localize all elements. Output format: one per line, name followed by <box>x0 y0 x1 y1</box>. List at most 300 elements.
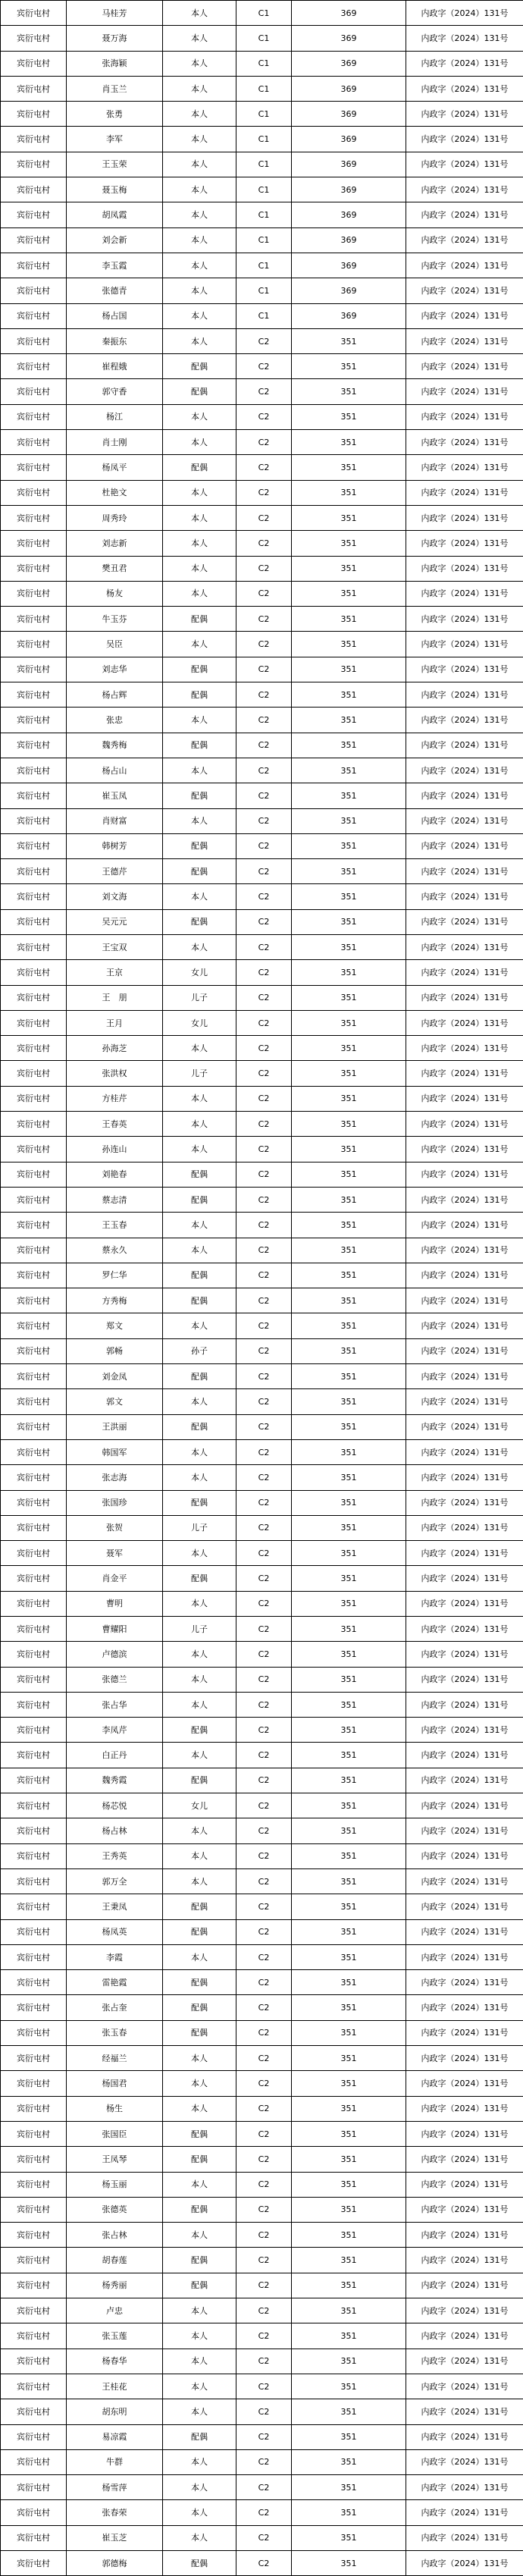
village-cell: 宾衍屯村 <box>1 2374 67 2399</box>
document-number-cell: 内政字（2024）131号 <box>406 2399 523 2424</box>
name-cell: 肖金平 <box>67 1566 163 1591</box>
document-number-cell: 内政字（2024）131号 <box>406 1743 523 1768</box>
amount-cell: 351 <box>292 480 406 505</box>
class-cell: C2 <box>236 531 292 556</box>
document-number-cell: 内政字（2024）131号 <box>406 1919 523 1944</box>
class-cell: C2 <box>236 1389 292 1414</box>
document-number-cell: 内政字（2024）131号 <box>406 76 523 101</box>
name-cell: 卢忠 <box>67 2298 163 2323</box>
class-cell: C1 <box>236 227 292 253</box>
relation-cell: 配偶 <box>163 833 236 858</box>
amount-cell: 351 <box>292 2121 406 2146</box>
amount-cell: 351 <box>292 556 406 581</box>
table-row <box>1 328 523 353</box>
name-cell: 李军 <box>67 127 163 152</box>
table-row <box>1 2273 523 2298</box>
table-row <box>1 455 523 480</box>
amount-cell: 351 <box>292 2248 406 2273</box>
document-number-cell: 内政字（2024）131号 <box>406 354 523 379</box>
document-number-cell: 内政字（2024）131号 <box>406 2323 523 2349</box>
class-cell: C2 <box>236 1970 292 1995</box>
relation-cell: 女儿 <box>163 1793 236 1818</box>
name-cell: 张德兰 <box>67 1667 163 1692</box>
relation-cell: 配偶 <box>163 2273 236 2298</box>
table-row <box>1 556 523 581</box>
class-cell: C2 <box>236 833 292 858</box>
relation-cell: 本人 <box>163 227 236 253</box>
name-cell: 肖财富 <box>67 808 163 833</box>
relation-cell: 本人 <box>163 2223 236 2248</box>
village-cell: 宾衍屯村 <box>1 1162 67 1187</box>
name-cell: 孙海芝 <box>67 1036 163 1061</box>
table-row <box>1 1313 523 1338</box>
document-number-cell: 内政字（2024）131号 <box>406 2449 523 2474</box>
class-cell: C2 <box>236 354 292 379</box>
document-number-cell: 内政字（2024）131号 <box>406 1061 523 1086</box>
class-cell: C2 <box>236 1515 292 1540</box>
table-row <box>1 1894 523 1919</box>
relation-cell: 本人 <box>163 2046 236 2071</box>
name-cell: 白正丹 <box>67 1743 163 1768</box>
table-row <box>1 2223 523 2248</box>
name-cell: 郑文 <box>67 1313 163 1338</box>
class-cell: C2 <box>236 783 292 808</box>
amount-cell: 351 <box>292 2071 406 2096</box>
amount-cell: 351 <box>292 859 406 884</box>
class-cell: C2 <box>236 985 292 1010</box>
table-row <box>1 480 523 505</box>
amount-cell: 351 <box>292 2096 406 2121</box>
class-cell: C2 <box>236 2424 292 2449</box>
document-number-cell: 内政字（2024）131号 <box>406 1439 523 1464</box>
name-cell: 张玉春 <box>67 2020 163 2045</box>
table-row <box>1 227 523 253</box>
class-cell: C2 <box>236 1667 292 1692</box>
relation-cell: 本人 <box>163 2500 236 2525</box>
village-cell: 宾衍屯村 <box>1 556 67 581</box>
relation-cell: 本人 <box>163 505 236 530</box>
relation-cell: 本人 <box>163 808 236 833</box>
table-row <box>1 354 523 379</box>
amount-cell: 351 <box>292 1010 406 1035</box>
amount-cell: 351 <box>292 1389 406 1414</box>
table-row <box>1 1995 523 2020</box>
relation-cell: 配偶 <box>163 1894 236 1919</box>
document-number-cell: 内政字（2024）131号 <box>406 455 523 480</box>
village-cell: 宾衍屯村 <box>1 531 67 556</box>
document-number-cell: 内政字（2024）131号 <box>406 2172 523 2197</box>
name-cell: 王 朋 <box>67 985 163 1010</box>
name-cell: 秦振东 <box>67 328 163 353</box>
document-number-cell: 内政字（2024）131号 <box>406 1541 523 1566</box>
name-cell: 魏秀霞 <box>67 1768 163 1793</box>
name-cell: 牛玉芬 <box>67 607 163 632</box>
amount-cell: 369 <box>292 102 406 127</box>
document-number-cell: 内政字（2024）131号 <box>406 1414 523 1439</box>
document-number-cell: 内政字（2024）131号 <box>406 51 523 76</box>
village-cell: 宾衍屯村 <box>1 581 67 606</box>
class-cell: C1 <box>236 278 292 303</box>
relation-cell: 配偶 <box>163 1364 236 1389</box>
document-number-cell: 内政字（2024）131号 <box>406 2500 523 2525</box>
class-cell: C2 <box>236 2071 292 2096</box>
document-number-cell: 内政字（2024）131号 <box>406 909 523 934</box>
relation-cell: 本人 <box>163 2323 236 2349</box>
name-cell: 杨江 <box>67 404 163 429</box>
class-cell: C2 <box>236 1137 292 1162</box>
document-number-cell: 内政字（2024）131号 <box>406 733 523 758</box>
document-number-cell: 内政字（2024）131号 <box>406 1692 523 1717</box>
name-cell: 郭万全 <box>67 1868 163 1894</box>
table-row <box>1 859 523 884</box>
amount-cell: 351 <box>292 1617 406 1642</box>
class-cell: C2 <box>236 758 292 783</box>
village-cell: 宾衍屯村 <box>1 1541 67 1566</box>
class-cell: C1 <box>236 202 292 227</box>
class-cell: C2 <box>236 1414 292 1439</box>
document-number-cell: 内政字（2024）131号 <box>406 2525 523 2550</box>
table-row <box>1 127 523 152</box>
amount-cell: 351 <box>292 1439 406 1464</box>
village-cell: 宾衍屯村 <box>1 2475 67 2500</box>
name-cell: 王秀英 <box>67 1843 163 1868</box>
village-cell: 宾衍屯村 <box>1 1439 67 1464</box>
relation-cell: 本人 <box>163 2475 236 2500</box>
relation-cell: 配偶 <box>163 783 236 808</box>
name-cell: 杨玉丽 <box>67 2172 163 2197</box>
village-cell: 宾衍屯村 <box>1 76 67 101</box>
village-cell: 宾衍屯村 <box>1 909 67 934</box>
relation-cell: 配偶 <box>163 2248 236 2273</box>
class-cell: C2 <box>236 1894 292 1919</box>
village-cell: 宾衍屯村 <box>1 1944 67 1969</box>
table-row <box>1 1541 523 1566</box>
table-row <box>1 404 523 429</box>
relation-cell: 本人 <box>163 404 236 429</box>
class-cell: C2 <box>236 2500 292 2525</box>
class-cell: C2 <box>236 808 292 833</box>
document-number-cell: 内政字（2024）131号 <box>406 1288 523 1313</box>
document-number-cell: 内政字（2024）131号 <box>406 2475 523 2500</box>
village-cell: 宾衍屯村 <box>1 1768 67 1793</box>
document-number-cell: 内政字（2024）131号 <box>406 2096 523 2121</box>
amount-cell: 351 <box>292 909 406 934</box>
village-cell: 宾衍屯村 <box>1 1793 67 1818</box>
name-cell: 王凤琴 <box>67 2147 163 2172</box>
class-cell: C2 <box>236 1086 292 1111</box>
table-row <box>1 76 523 101</box>
relation-cell: 配偶 <box>163 2147 236 2172</box>
name-cell: 刘艳春 <box>67 1162 163 1187</box>
document-number-cell: 内政字（2024）131号 <box>406 1995 523 2020</box>
relation-cell: 儿子 <box>163 1515 236 1540</box>
document-number-cell: 内政字（2024）131号 <box>406 505 523 530</box>
document-number-cell: 内政字（2024）131号 <box>406 2121 523 2146</box>
table-row <box>1 657 523 682</box>
relation-cell: 本人 <box>163 1465 236 1490</box>
amount-cell: 351 <box>292 1793 406 1818</box>
relation-cell: 儿子 <box>163 1061 236 1086</box>
amount-cell: 369 <box>292 202 406 227</box>
name-cell: 张洪权 <box>67 1061 163 1086</box>
table-row <box>1 2197 523 2222</box>
amount-cell: 351 <box>292 1768 406 1793</box>
amount-cell: 351 <box>292 1591 406 1616</box>
class-cell: C2 <box>236 1036 292 1061</box>
village-cell: 宾衍屯村 <box>1 1919 67 1944</box>
amount-cell: 351 <box>292 758 406 783</box>
document-number-cell: 内政字（2024）131号 <box>406 1944 523 1969</box>
name-cell: 曹耀阳 <box>67 1617 163 1642</box>
class-cell: C2 <box>236 859 292 884</box>
name-cell: 张玉莲 <box>67 2323 163 2349</box>
relation-cell: 配偶 <box>163 2020 236 2045</box>
village-cell: 宾衍屯村 <box>1 733 67 758</box>
relation-cell: 本人 <box>163 1541 236 1566</box>
name-cell: 杜艳文 <box>67 480 163 505</box>
document-number-cell: 内政字（2024）131号 <box>406 1213 523 1238</box>
table-row <box>1 1490 523 1515</box>
name-cell: 魏秀梅 <box>67 733 163 758</box>
village-cell: 宾衍屯村 <box>1 227 67 253</box>
class-cell: C2 <box>236 1718 292 1743</box>
village-cell: 宾衍屯村 <box>1 2248 67 2273</box>
village-cell: 宾衍屯村 <box>1 1288 67 1313</box>
village-cell: 宾衍屯村 <box>1 354 67 379</box>
table-row <box>1 758 523 783</box>
class-cell: C1 <box>236 253 292 278</box>
document-number-cell: 内政字（2024）131号 <box>406 202 523 227</box>
village-cell: 宾衍屯村 <box>1 1112 67 1137</box>
table-row <box>1 1086 523 1111</box>
class-cell: C2 <box>236 708 292 733</box>
relation-cell: 本人 <box>163 632 236 657</box>
class-cell: C2 <box>236 1238 292 1263</box>
class-cell: C2 <box>236 2374 292 2399</box>
table-row <box>1 1919 523 1944</box>
name-cell: 王德芹 <box>67 859 163 884</box>
table-row <box>1 1010 523 1035</box>
document-number-cell: 内政字（2024）131号 <box>406 152 523 177</box>
name-cell: 杨春华 <box>67 2349 163 2374</box>
amount-cell: 351 <box>292 1162 406 1187</box>
amount-cell: 351 <box>292 632 406 657</box>
document-number-cell: 内政字（2024）131号 <box>406 607 523 632</box>
table-row <box>1 909 523 934</box>
amount-cell: 369 <box>292 278 406 303</box>
relation-cell: 配偶 <box>163 2197 236 2222</box>
amount-cell: 351 <box>292 733 406 758</box>
name-cell: 张占林 <box>67 2223 163 2248</box>
class-cell: C2 <box>236 1338 292 1363</box>
amount-cell: 369 <box>292 76 406 101</box>
class-cell: C2 <box>236 934 292 959</box>
table-row <box>1 2399 523 2424</box>
name-cell: 肖玉兰 <box>67 76 163 101</box>
class-cell: C1 <box>236 152 292 177</box>
document-number-cell: 内政字（2024）131号 <box>406 2147 523 2172</box>
village-cell: 宾衍屯村 <box>1 455 67 480</box>
name-cell: 刘志新 <box>67 531 163 556</box>
name-cell: 杨友 <box>67 581 163 606</box>
amount-cell: 351 <box>292 960 406 985</box>
amount-cell: 351 <box>292 1238 406 1263</box>
village-cell: 宾衍屯村 <box>1 2046 67 2071</box>
class-cell: C2 <box>236 1818 292 1843</box>
name-cell: 王玉荣 <box>67 152 163 177</box>
class-cell: C2 <box>236 1061 292 1086</box>
village-cell: 宾衍屯村 <box>1 632 67 657</box>
village-cell: 宾衍屯村 <box>1 2147 67 2172</box>
class-cell: C2 <box>236 581 292 606</box>
table-row <box>1 51 523 76</box>
amount-cell: 351 <box>292 1137 406 1162</box>
table-row <box>1 1389 523 1414</box>
name-cell: 李玉霞 <box>67 253 163 278</box>
table-row <box>1 2550 523 2575</box>
village-cell: 宾衍屯村 <box>1 177 67 202</box>
document-number-cell: 内政字（2024）131号 <box>406 1843 523 1868</box>
class-cell: C2 <box>236 2248 292 2273</box>
document-number-cell: 内政字（2024）131号 <box>406 783 523 808</box>
village-cell: 宾衍屯村 <box>1 303 67 328</box>
name-cell: 张志海 <box>67 1465 163 1490</box>
amount-cell: 351 <box>292 2500 406 2525</box>
class-cell: C2 <box>236 1743 292 1768</box>
village-cell: 宾衍屯村 <box>1 430 67 455</box>
relation-cell: 本人 <box>163 1238 236 1263</box>
name-cell: 经福兰 <box>67 2046 163 2071</box>
village-cell: 宾衍屯村 <box>1 833 67 858</box>
document-number-cell: 内政字（2024）131号 <box>406 859 523 884</box>
relation-cell: 本人 <box>163 177 236 202</box>
relation-cell: 配偶 <box>163 657 236 682</box>
table-row <box>1 303 523 328</box>
amount-cell: 351 <box>292 833 406 858</box>
amount-cell: 351 <box>292 657 406 682</box>
table-row <box>1 1213 523 1238</box>
table-row <box>1 934 523 959</box>
amount-cell: 351 <box>292 1263 406 1288</box>
village-cell: 宾衍屯村 <box>1 1213 67 1238</box>
relation-cell: 本人 <box>163 51 236 76</box>
document-number-cell: 内政字（2024）131号 <box>406 177 523 202</box>
relation-cell: 本人 <box>163 2525 236 2550</box>
class-cell: C2 <box>236 1465 292 1490</box>
village-cell: 宾衍屯村 <box>1 379 67 404</box>
amount-cell: 351 <box>292 430 406 455</box>
relation-cell: 本人 <box>163 1313 236 1338</box>
name-cell: 郭文 <box>67 1389 163 1414</box>
document-number-cell: 内政字（2024）131号 <box>406 1389 523 1414</box>
document-number-cell: 内政字（2024）131号 <box>406 1338 523 1363</box>
table-row <box>1 1238 523 1263</box>
class-cell: C2 <box>236 379 292 404</box>
name-cell: 肖士刚 <box>67 430 163 455</box>
amount-cell: 351 <box>292 682 406 708</box>
class-cell: C2 <box>236 2298 292 2323</box>
name-cell: 张国珍 <box>67 1490 163 1515</box>
document-number-cell: 内政字（2024）131号 <box>406 808 523 833</box>
class-cell: C2 <box>236 733 292 758</box>
village-cell: 宾衍屯村 <box>1 505 67 530</box>
relation-cell: 本人 <box>163 278 236 303</box>
amount-cell: 351 <box>292 505 406 530</box>
amount-cell: 351 <box>292 884 406 909</box>
document-number-cell: 内政字（2024）131号 <box>406 2197 523 2222</box>
table-row <box>1 1793 523 1818</box>
relation-cell: 配偶 <box>163 1490 236 1515</box>
village-cell: 宾衍屯村 <box>1 1591 67 1616</box>
amount-cell: 351 <box>292 1995 406 2020</box>
document-number-cell: 内政字（2024）131号 <box>406 960 523 985</box>
document-number-cell: 内政字（2024）131号 <box>406 480 523 505</box>
name-cell: 杨凤平 <box>67 455 163 480</box>
amount-cell: 351 <box>292 455 406 480</box>
relation-cell: 本人 <box>163 430 236 455</box>
class-cell: C2 <box>236 480 292 505</box>
amount-cell: 351 <box>292 783 406 808</box>
village-cell: 宾衍屯村 <box>1 2223 67 2248</box>
name-cell: 杨生 <box>67 2096 163 2121</box>
village-cell: 宾衍屯村 <box>1 934 67 959</box>
relation-cell: 本人 <box>163 884 236 909</box>
table-row <box>1 2298 523 2323</box>
document-number-cell: 内政字（2024）131号 <box>406 2349 523 2374</box>
table-row <box>1 2121 523 2146</box>
table-row <box>1 2349 523 2374</box>
relation-cell: 配偶 <box>163 1718 236 1743</box>
village-cell: 宾衍屯村 <box>1 2399 67 2424</box>
amount-cell: 351 <box>292 1465 406 1490</box>
name-cell: 张德青 <box>67 278 163 303</box>
name-cell: 张春荣 <box>67 2500 163 2525</box>
table-row <box>1 2323 523 2349</box>
village-cell: 宾衍屯村 <box>1 657 67 682</box>
amount-cell: 351 <box>292 1213 406 1238</box>
document-number-cell: 内政字（2024）131号 <box>406 1894 523 1919</box>
relation-cell: 本人 <box>163 1944 236 1969</box>
amount-cell: 369 <box>292 227 406 253</box>
amount-cell: 351 <box>292 2020 406 2045</box>
table-row <box>1 379 523 404</box>
class-cell: C2 <box>236 2475 292 2500</box>
village-cell: 宾衍屯村 <box>1 2172 67 2197</box>
relation-cell: 本人 <box>163 1743 236 1768</box>
table-row <box>1 2424 523 2449</box>
document-number-cell: 内政字（2024）131号 <box>406 1112 523 1137</box>
village-cell: 宾衍屯村 <box>1 682 67 708</box>
document-number-cell: 内政字（2024）131号 <box>406 1515 523 1540</box>
village-cell: 宾衍屯村 <box>1 253 67 278</box>
name-cell: 卢德滨 <box>67 1642 163 1667</box>
document-number-cell: 内政字（2024）131号 <box>406 2424 523 2449</box>
document-number-cell: 内政字（2024）131号 <box>406 1667 523 1692</box>
village-cell: 宾衍屯村 <box>1 2096 67 2121</box>
relation-cell: 本人 <box>163 1868 236 1894</box>
amount-cell: 351 <box>292 708 406 733</box>
table-row <box>1 1718 523 1743</box>
document-number-cell: 内政字（2024）131号 <box>406 1566 523 1591</box>
class-cell: C2 <box>236 2449 292 2474</box>
name-cell: 杨芯悦 <box>67 1793 163 1818</box>
amount-cell: 351 <box>292 1919 406 1944</box>
class-cell: C2 <box>236 884 292 909</box>
document-number-cell: 内政字（2024）131号 <box>406 26 523 51</box>
village-cell: 宾衍屯村 <box>1 1061 67 1086</box>
class-cell: C2 <box>236 328 292 353</box>
name-cell: 张占华 <box>67 1692 163 1717</box>
